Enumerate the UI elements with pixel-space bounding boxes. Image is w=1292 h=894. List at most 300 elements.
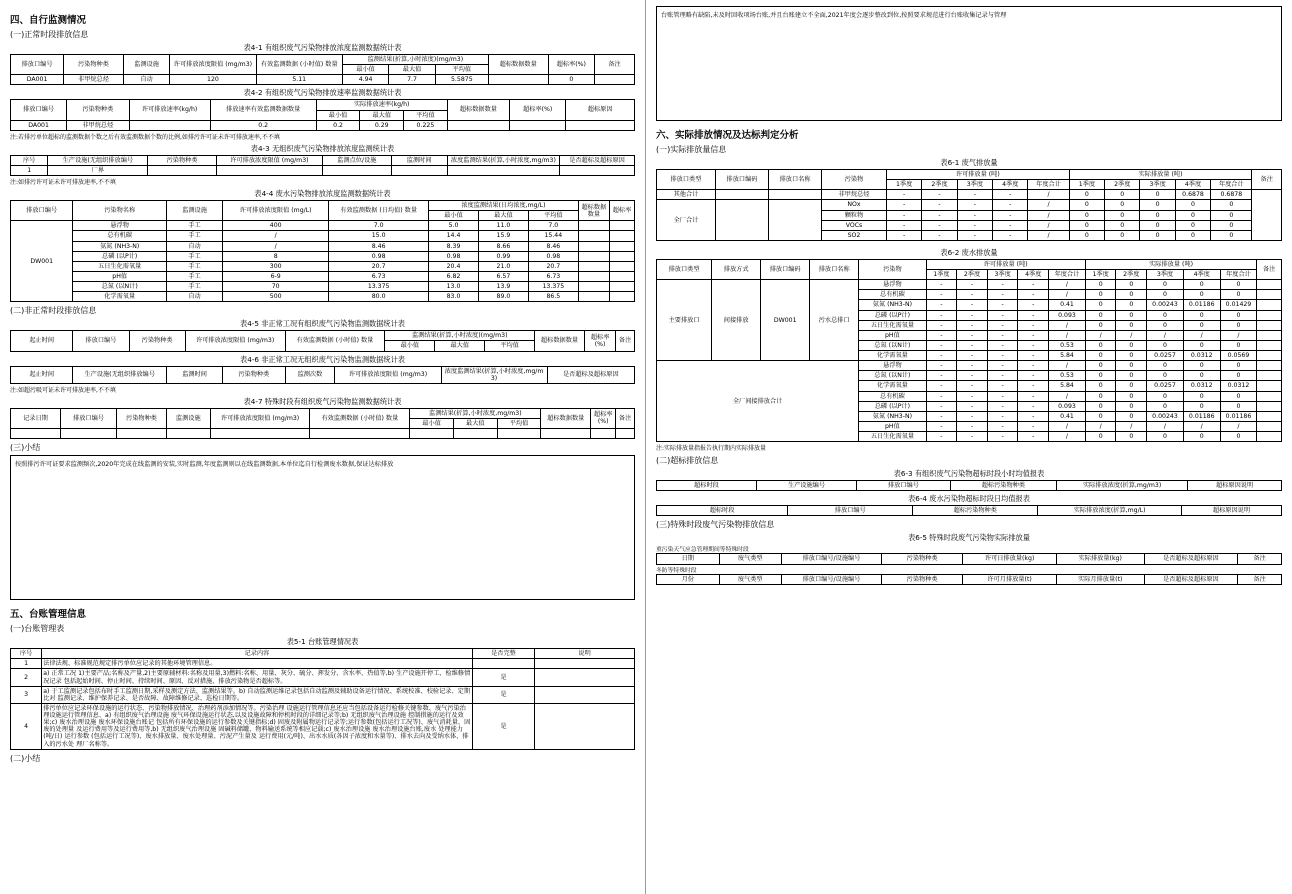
th: 监测次数 [285, 366, 335, 383]
cell: - [1018, 421, 1049, 431]
cell: 0 [1105, 230, 1140, 240]
table-row [11, 75, 635, 85]
cell [609, 251, 634, 261]
table-row [11, 241, 635, 251]
cell: 是 [472, 686, 534, 703]
th: 超标原因说明 [1182, 506, 1282, 516]
th: 备注 [1252, 170, 1282, 190]
cell: 0.98 [329, 251, 429, 261]
th: 平均值 [497, 418, 541, 428]
cell: 化学需氧量 [859, 381, 926, 391]
th: 超标率(%) [585, 331, 616, 351]
cell [447, 165, 559, 175]
table-4-4 [10, 200, 635, 302]
table-4-5 [10, 330, 635, 351]
cell: - [922, 190, 957, 200]
table-row [11, 282, 635, 292]
cell: 0 [1147, 340, 1184, 350]
cell: NOx [822, 200, 887, 210]
cell: 0.2 [316, 120, 360, 130]
th: 有效监测数据 (小时值) 数量 [285, 331, 385, 351]
th: 年度合计 [1211, 180, 1252, 190]
cell: 0.6878 [1211, 190, 1252, 200]
cell: 5.5875 [435, 75, 488, 85]
cell [578, 231, 609, 241]
cell: 0 [1085, 280, 1116, 290]
cell: 自动 [166, 292, 222, 302]
cell: 0 [1220, 371, 1257, 381]
cell: 15.44 [528, 231, 578, 241]
cell [166, 429, 210, 439]
cell: / [1049, 330, 1086, 340]
th: 实际排放量(kg) [1057, 554, 1145, 564]
cell: - [926, 330, 957, 340]
cell: 总有机碳 [859, 290, 926, 300]
table-row [11, 271, 635, 281]
cell [1257, 280, 1282, 290]
cell: 0 [1220, 401, 1257, 411]
cell: - [926, 310, 957, 320]
cell [578, 221, 609, 231]
cell: 颗粒物 [822, 210, 887, 220]
cell: 1 [11, 659, 42, 669]
cell: / [1049, 280, 1086, 290]
cell: 7.0 [528, 221, 578, 231]
table-6-1 [656, 169, 1282, 241]
cell: 0 [1147, 320, 1184, 330]
th: 排放口编码 [715, 170, 768, 190]
cell: a) 于工监测记录包括布时手工监测日期,采样及测定方法、监测结果等。b) 自动监测运维记录包括自动监测及辅助设备运行情况、系统校准、校验记录、定期比对 监测记录、维护保养记录、是否故障、故障维修记录、巡检日期等。 [42, 686, 473, 703]
cell: 0.29 [360, 120, 404, 130]
table-row [11, 251, 635, 261]
table-6-5-a [656, 553, 1282, 564]
th: 排放口编码 [761, 259, 810, 279]
cell: 8.46 [528, 241, 578, 251]
cell: 5.84 [1049, 381, 1086, 391]
cell [609, 261, 634, 271]
cell: - [957, 210, 992, 220]
section-6-title: 六、实际排放情况及达标判定分析 [656, 130, 799, 141]
cell: - [987, 340, 1018, 350]
cell [609, 241, 634, 251]
cell: 五日生化需氧量 [859, 432, 926, 442]
cell: / [1220, 421, 1257, 431]
self-monitoring-summary-text: 按照排污许可证要求监测频次,2020年完成在线监测的安装,实时监测,年度监测则以在线监测数据,本单位迄自行检测废水数据,保证达标排放 [15, 461, 394, 469]
cell: - [957, 351, 988, 361]
cell: / [1085, 330, 1116, 340]
outlet-code: DW001 [11, 221, 73, 302]
th: 2季度 [957, 270, 988, 280]
cell: 自动 [123, 75, 169, 85]
cell: - [987, 320, 1018, 330]
cell: - [1018, 432, 1049, 442]
cell: - [957, 411, 988, 421]
cell: - [957, 381, 988, 391]
cell: 自动 [166, 241, 222, 251]
th: 超标率 [609, 201, 634, 221]
th: 生产设施(无组织排放编号 [73, 366, 167, 383]
discharge-mode: 间接排放 [712, 280, 761, 361]
th: 2季度 [1116, 270, 1147, 280]
cell: 0 [1085, 391, 1116, 401]
cell: 总磷 (以P计) [859, 401, 926, 411]
table-4-5-caption: 表4-5 非正常工况有组织废气污染物监测数据统计表 [240, 319, 405, 329]
cell: 0 [1183, 391, 1220, 401]
cell: 0 [1211, 230, 1252, 240]
cell: - [1018, 310, 1049, 320]
cell [1257, 401, 1282, 411]
cell: DA001 [11, 120, 67, 130]
cell: - [957, 290, 988, 300]
cell: - [1018, 300, 1049, 310]
table-row [11, 165, 635, 175]
cell: VOCs [822, 220, 887, 230]
table-6-3 [656, 480, 1282, 491]
table-6-4 [656, 505, 1282, 516]
table-row [657, 200, 1282, 210]
cell [472, 659, 534, 669]
th: 超标率(%) [548, 55, 594, 75]
cell: / [1085, 421, 1116, 431]
cell: - [957, 340, 988, 350]
cell: 0 [1116, 320, 1147, 330]
cell [1257, 371, 1282, 381]
cell: 0 [1116, 340, 1147, 350]
cell: 手工 [166, 231, 222, 241]
th: 监测时间 [391, 155, 447, 165]
cell [609, 271, 634, 281]
cell: - [987, 310, 1018, 320]
cell: 0.01186 [1220, 411, 1257, 421]
section-5-1-title: (一)台账管理表 [10, 624, 65, 634]
table-row [11, 703, 635, 749]
th: 排放方式 [712, 259, 761, 279]
cell: 是 [472, 703, 534, 749]
th: 实际排放量 (吨) [1069, 170, 1252, 180]
cell [129, 120, 210, 130]
th: 许可月排放量(t) [963, 574, 1057, 584]
cell: - [922, 200, 957, 210]
cell: 0 [1085, 310, 1116, 320]
cell: - [987, 381, 1018, 391]
cell: - [926, 290, 957, 300]
cell: 0 [1085, 361, 1116, 371]
th: 备注 [1257, 259, 1282, 279]
cell: 手工 [166, 271, 222, 281]
cell [769, 200, 822, 241]
th: 监测结果(折算,小时浓度,mg/m3) [410, 408, 541, 418]
th: 备注 [1238, 554, 1282, 564]
th: 污染物 [859, 259, 926, 279]
th: 2季度 [1105, 180, 1140, 190]
cell: - [922, 210, 957, 220]
cell: / [1183, 330, 1220, 340]
th: 超标数据数量 [535, 331, 585, 351]
th: 说明 [535, 649, 635, 659]
cell: 总有机碳 [859, 391, 926, 401]
th: 序号 [11, 155, 48, 165]
table-row [657, 361, 1282, 371]
th: 排放口名称 [769, 170, 822, 190]
cell: 6.57 [478, 271, 528, 281]
outlet-type: 主要排放口 [657, 280, 712, 361]
cell [715, 190, 768, 200]
cell [310, 429, 410, 439]
th: 超标原因 [566, 100, 635, 120]
cell: / [1028, 220, 1069, 230]
cell: - [926, 320, 957, 330]
th: 最小值 [385, 341, 435, 351]
cell: 0 [1116, 401, 1147, 411]
cell: 89.0 [478, 292, 528, 302]
cell: 0 [1085, 290, 1116, 300]
cell: 0.093 [1049, 310, 1086, 320]
cell: - [1018, 411, 1049, 421]
cell [1257, 320, 1282, 330]
cell: 6.73 [329, 271, 429, 281]
cell: 0.53 [1049, 371, 1086, 381]
section-5-title: 五、台账管理信息 [10, 609, 87, 621]
cell: 化学需氧量 [73, 292, 167, 302]
cell: 0 [1085, 411, 1116, 421]
cell: 厂界 [48, 165, 148, 175]
cell: - [987, 401, 1018, 411]
cell [578, 292, 609, 302]
cell: 0.0569 [1220, 351, 1257, 361]
th: 有效监测数据 (小时值) 数量 [310, 408, 410, 428]
th: 年度合计 [1028, 180, 1069, 190]
cell: / [1028, 200, 1069, 210]
table-4-2 [10, 99, 635, 130]
th: 4季度 [1175, 180, 1210, 190]
th: 实际排放速率(kg/h) [316, 100, 447, 110]
cell: - [1018, 391, 1049, 401]
cell: 0 [1175, 210, 1210, 220]
cell: 1 [11, 165, 48, 175]
cell: - [926, 361, 957, 371]
cell: - [957, 310, 988, 320]
cell [715, 200, 768, 241]
th: 超标数据数量 [541, 408, 591, 428]
cell: 0 [1211, 200, 1252, 210]
table-row [11, 261, 635, 271]
cell: / [1116, 421, 1147, 431]
cell: 0 [1116, 351, 1147, 361]
cell: - [987, 280, 1018, 290]
cell: 总氮 (以N计) [859, 371, 926, 381]
th: 起止时间 [11, 366, 73, 383]
cell: / [1220, 330, 1257, 340]
table-4-2-caption: 表4-2 有组织废气污染物排放速率监测数据统计表 [243, 88, 402, 98]
cell [595, 75, 635, 85]
cell: 手工 [166, 261, 222, 271]
cell: 0 [1140, 210, 1175, 220]
th: 污染物种类 [882, 574, 963, 584]
cell: 15.0 [329, 231, 429, 241]
cell: 非甲烷总烃 [67, 120, 129, 130]
table-6-2 [656, 259, 1282, 442]
cell: 0.01186 [1183, 300, 1220, 310]
cell: pH值 [859, 330, 926, 340]
th: 最小值 [429, 211, 479, 221]
th: 许可日排放量(kg) [963, 554, 1057, 564]
cell: 0 [1116, 310, 1147, 320]
cell: 悬浮物 [859, 280, 926, 290]
cell: / [1049, 290, 1086, 300]
th: 实际排放浓度(折算,mg/L) [1038, 506, 1182, 516]
cell: 20.7 [329, 261, 429, 271]
cell: 0 [1147, 391, 1184, 401]
section-4-title: 四、自行监测情况 [10, 15, 87, 26]
cell: - [987, 371, 1018, 381]
cell: 0.99 [478, 251, 528, 261]
th: 浓度监测结果(日均浓度,mg/L) [429, 201, 579, 211]
cell: 0.6878 [1175, 190, 1210, 200]
cell: 0 [1116, 411, 1147, 421]
th: 3季度 [1147, 270, 1184, 280]
cell: 0 [1220, 290, 1257, 300]
cell: SO2 [822, 230, 887, 240]
cell [1257, 381, 1282, 391]
cell: 五日生化需氧量 [859, 320, 926, 330]
th: 排放口编号/设施编号 [782, 554, 882, 564]
section-4-2-title: (二)非正常时段排放信息 [10, 306, 97, 316]
cell: 0.01186 [1183, 411, 1220, 421]
cell: 0.98 [528, 251, 578, 261]
cell: 0.41 [1049, 411, 1086, 421]
th: 超标率(%) [510, 100, 566, 120]
th: 是否超标及超标原因 [547, 366, 634, 383]
th: 4季度 [1183, 270, 1220, 280]
th: 4季度 [1018, 270, 1049, 280]
cell: 6.82 [429, 271, 479, 281]
table-6-5-caption: 表6-5 特殊时段废气污染物实际排放量 [908, 533, 1030, 543]
section-6-3-title: (三)特殊时段废气污染物排放信息 [656, 520, 775, 530]
th: 监测结果(折算,小时浓度)(mg/m3) [385, 331, 535, 341]
th: 许可排放浓度限值 (mg/L) [223, 201, 329, 221]
cell: 21.0 [478, 261, 528, 271]
cell: 0 [1147, 310, 1184, 320]
cell: 0 [1069, 210, 1104, 220]
cell: / [1049, 432, 1086, 442]
ledger-summary-text: 台账管理略有缺陷,未及时回收项场台账,并且台账建立不全面,2021年度会逐步整改到位,按照要求规范进行台账收集记录与管理 [661, 12, 1007, 19]
cell: 0 [1175, 200, 1210, 210]
cell [541, 429, 591, 439]
cell: 氨氮 (NH3-N) [859, 411, 926, 421]
cell [609, 282, 634, 292]
th: 排放口编号 [857, 481, 951, 491]
cell [1257, 290, 1282, 300]
cell: 0 [1175, 230, 1210, 240]
th: 实际排放浓度(折算,mg/m3) [1057, 481, 1188, 491]
cell: 0.98 [429, 251, 479, 261]
table-row [11, 686, 635, 703]
table-6-5-subcaption-2: 冬防等特殊时段 [656, 567, 697, 574]
table-6-2-caption: 表6-2 废水排放量 [940, 247, 998, 257]
cell: 0 [1085, 401, 1116, 411]
cell: 0 [1116, 371, 1147, 381]
cell: 非甲烷总烃 [822, 190, 887, 200]
cell: 悬浮物 [859, 361, 926, 371]
cell: 悬浮物 [73, 221, 167, 231]
table-row [11, 120, 635, 130]
cell: - [1018, 280, 1049, 290]
th: 污染物种类 [117, 408, 167, 428]
cell [216, 165, 322, 175]
cell [148, 165, 217, 175]
th: 废气类型 [719, 574, 782, 584]
cell: 0 [1085, 432, 1116, 442]
cell: 0 [1085, 381, 1116, 391]
cell: 0 [1211, 210, 1252, 220]
cell: - [926, 340, 957, 350]
th: 3季度 [987, 270, 1018, 280]
table-row [11, 669, 635, 686]
cell: / [1116, 330, 1147, 340]
cell: 0.093 [1049, 401, 1086, 411]
cell: 非甲烷总烃 [64, 75, 124, 85]
cell: 0 [1116, 391, 1147, 401]
cell: 8 [223, 251, 329, 261]
cell: 0 [1069, 190, 1104, 200]
cell: 0 [1183, 371, 1220, 381]
th: 超标污染物种类 [950, 481, 1056, 491]
cell: a) 正常工况 1)主要产品;名称及产量,2)主要原辅材料:名称及用量,3)燃料:名称、用量、灰分、硫分、挥发分、含水率、热值等,b) 生产设施开停工、检维修情况记录 包括起始时间、停止时间、持续时间、原因、反对措施、排放污染物是否超标等。 [43, 670, 471, 685]
cell: 0.0312 [1183, 381, 1220, 391]
th: 超标数据数量 [488, 55, 548, 75]
th: 超标时段 [657, 506, 788, 516]
th: 是否完整 [472, 649, 534, 659]
cell: - [957, 361, 988, 371]
cell [410, 429, 454, 439]
table-4-6 [10, 366, 635, 384]
cell: 7.7 [389, 75, 435, 85]
cell: 手工 [166, 251, 222, 261]
th: 浓度监测结果(折算,小时浓度,mg/m3) [447, 155, 559, 165]
cell: - [926, 371, 957, 381]
cell: / [1049, 421, 1086, 431]
cell: 0 [1140, 220, 1175, 230]
th: 最小值 [316, 110, 360, 120]
section-6-2-title: (二)超标排放信息 [656, 456, 719, 466]
th: 许可排放量 (吨) [886, 170, 1069, 180]
cell: 70 [223, 282, 329, 292]
cell: 5.84 [1049, 351, 1086, 361]
cell [1257, 340, 1282, 350]
cell: 0.0257 [1147, 351, 1184, 361]
table-4-7-caption: 表4-7 特殊时段有组织废气污染物监测数据统计表 [243, 396, 402, 406]
cell: 0 [1211, 220, 1252, 230]
cell: 0 [1147, 432, 1184, 442]
cell: 0 [1220, 280, 1257, 290]
cell: 13.9 [478, 282, 528, 292]
th: 超标时段 [657, 481, 757, 491]
cell: - [886, 220, 921, 230]
th: 1季度 [886, 180, 921, 190]
cell: - [957, 330, 988, 340]
cell [1257, 310, 1282, 320]
cell: - [1018, 320, 1049, 330]
th: 是否超标及超标原因 [560, 155, 635, 165]
th: 超标数据数量 [578, 201, 609, 221]
table-row [657, 190, 1282, 200]
th: 污染物种类 [129, 331, 185, 351]
section-4-1-title: (一)正常时段排放信息 [10, 30, 89, 39]
th: 年度合计 [1220, 270, 1257, 280]
cell: 手工 [166, 282, 222, 292]
table-row [657, 280, 1282, 290]
cell [609, 292, 634, 302]
